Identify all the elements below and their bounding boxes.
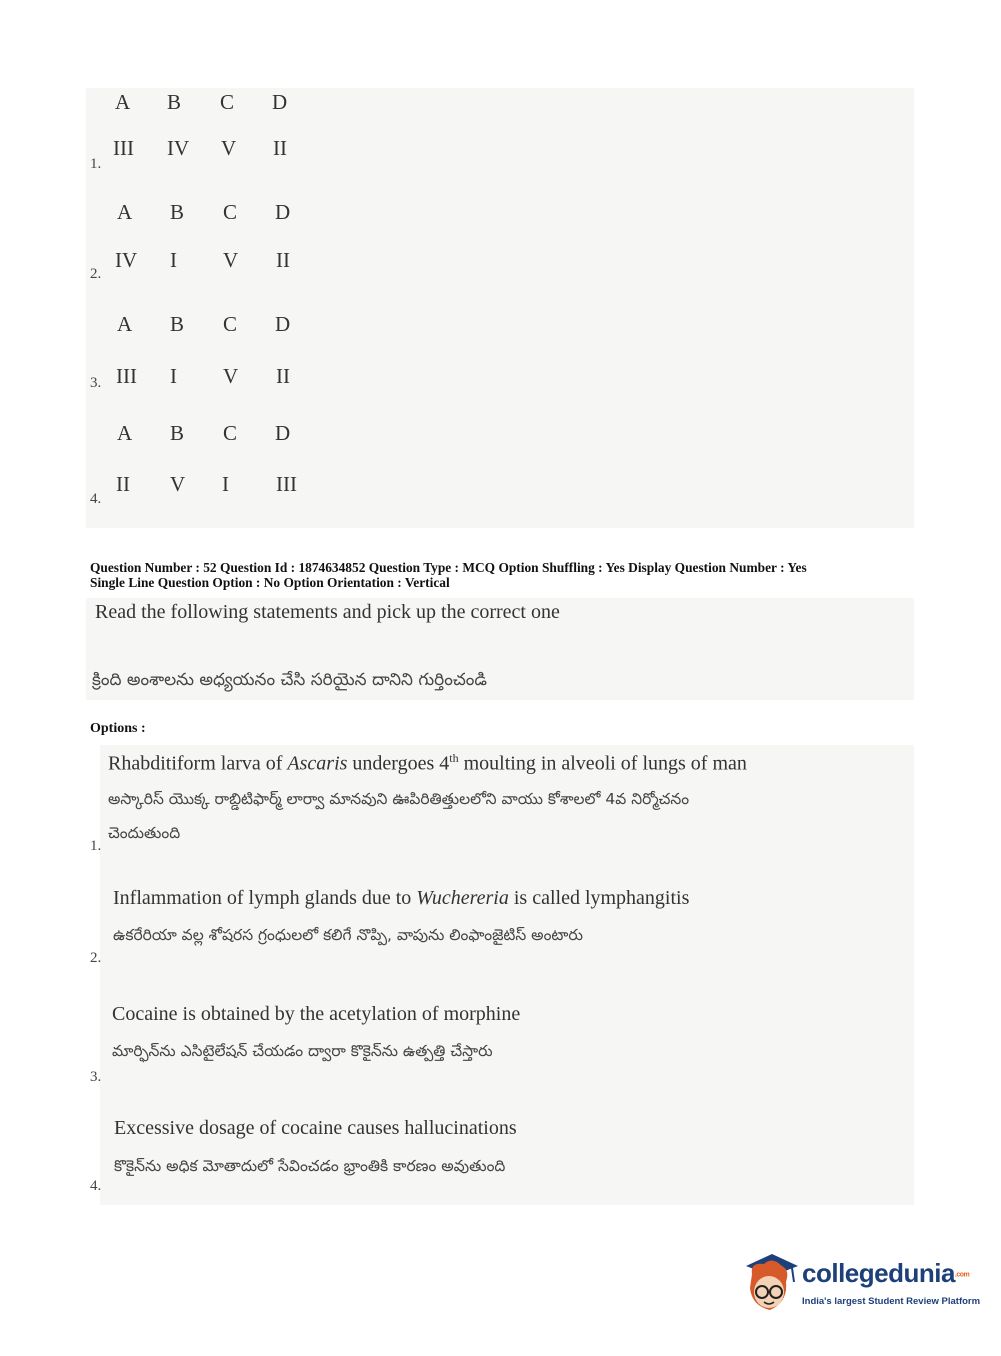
- header-d: D: [275, 312, 291, 336]
- question-text-telugu: క్రింది అంశాలను అధ్యయనం చేసి సరియైన దానిని గుర్తించండి: [92, 670, 487, 690]
- question-meta-line2: Single Line Question Option : No Option Orientation : Vertical: [90, 574, 450, 590]
- value-b: V: [170, 472, 186, 496]
- header-b: B: [170, 421, 185, 445]
- logo-wordmark: [802, 1258, 969, 1289]
- option-1-telugu-line2: చెందుతుంది: [108, 824, 181, 842]
- option-4-english: Excessive dosage of cocaine causes hallucinations: [114, 1117, 517, 1139]
- options-label: Options :: [90, 721, 146, 736]
- logo-name: collegedunia: [802, 1258, 955, 1288]
- header-c: C: [223, 421, 238, 445]
- option-1-scientific-name: Ascaris: [287, 752, 348, 775]
- option-3-telugu: మార్ఫిన్‌ను ఎసిటైలేషన్ చేయడం ద్వారా కొకైన్‌ను ఉత్పత్తి చేస్తారు: [112, 1042, 493, 1060]
- value-c: V: [221, 136, 237, 160]
- header-b: B: [167, 90, 182, 114]
- option-4-telugu: కొకైన్‌ను అధిక మోతాదులో సేవించడం భ్రాంతికి కారణం అవుతుంది: [114, 1157, 506, 1175]
- header-c: C: [223, 312, 238, 336]
- header-d: D: [275, 421, 291, 445]
- option-4-number: 4.: [90, 1178, 102, 1194]
- value-a: III: [116, 364, 137, 388]
- option-2-text-b: is called lymphangitis: [508, 887, 690, 909]
- header-c: C: [223, 200, 238, 224]
- value-b: I: [170, 364, 177, 388]
- option-number: 3.: [90, 375, 102, 391]
- option-3-number: 3.: [90, 1069, 102, 1085]
- question-meta: [90, 561, 910, 590]
- value-a: IV: [115, 248, 138, 272]
- value-d: II: [276, 248, 290, 272]
- option-1-number: 1.: [90, 838, 102, 854]
- question-meta-line1: Question Number : 52 Question Id : 1874634852 Question Type : MCQ Option Shuffling : Yes Display Question Number : Yes: [90, 560, 807, 575]
- value-c: V: [223, 364, 239, 388]
- option-1-text-a: Rhabditiform larva of: [108, 752, 288, 775]
- option-2-number: 2.: [90, 950, 102, 966]
- header-d: D: [275, 200, 291, 224]
- option-2-telugu: ఉకరేరియా వల్ల శోషరస గ్రంధులలో కలిగే నొప్పి, వాపును లింఫాంజైటిస్ అంటారు: [113, 926, 583, 944]
- logo-tagline: India's largest Student Review Platform: [802, 1296, 981, 1307]
- value-d: III: [276, 472, 297, 496]
- header-a: A: [117, 421, 133, 445]
- header-a: A: [117, 312, 133, 336]
- option-number: 1.: [90, 156, 102, 172]
- header-c: C: [220, 90, 235, 114]
- value-d: II: [276, 364, 290, 388]
- option-1-english: [108, 751, 747, 776]
- header-a: A: [117, 200, 133, 224]
- option-1-text-c: moulting in alveoli of lungs of man: [458, 752, 747, 775]
- value-a: III: [113, 136, 134, 160]
- header-b: B: [170, 312, 185, 336]
- option-2-scientific-name: Wuchereria: [416, 887, 509, 909]
- mascot-icon: [742, 1252, 798, 1316]
- value-c: I: [222, 472, 229, 496]
- collegedunia-logo[interactable]: [742, 1250, 981, 1320]
- value-a: II: [116, 472, 130, 496]
- value-b: IV: [167, 136, 190, 160]
- value-d: II: [273, 136, 287, 160]
- value-b: I: [170, 248, 177, 272]
- header-b: B: [170, 200, 185, 224]
- option-1-text-b: undergoes 4: [347, 752, 450, 775]
- header-a: A: [115, 90, 131, 114]
- logo-suffix: .com: [954, 1271, 970, 1279]
- option-1-superscript: th: [449, 751, 459, 765]
- option-3-english: Cocaine is obtained by the acetylation of morphine: [112, 1003, 521, 1025]
- option-number: 2.: [90, 266, 102, 282]
- value-c: V: [223, 248, 239, 272]
- header-d: D: [272, 90, 288, 114]
- option-2-text-a: Inflammation of lymph glands due to: [113, 887, 417, 909]
- option-1-telugu-line1: అస్కారిస్ యొక్క రాబ్డిటిఫార్మ్ లార్వా మానవుని ఊపిరితిత్తులలోని వాయు కోశాలలో 4వ నిర్మోచనం: [108, 790, 690, 808]
- option-2-english: [113, 887, 689, 910]
- option-number: 4.: [90, 491, 102, 507]
- question-text-english: Read the following statements and pick up the correct one: [95, 601, 560, 623]
